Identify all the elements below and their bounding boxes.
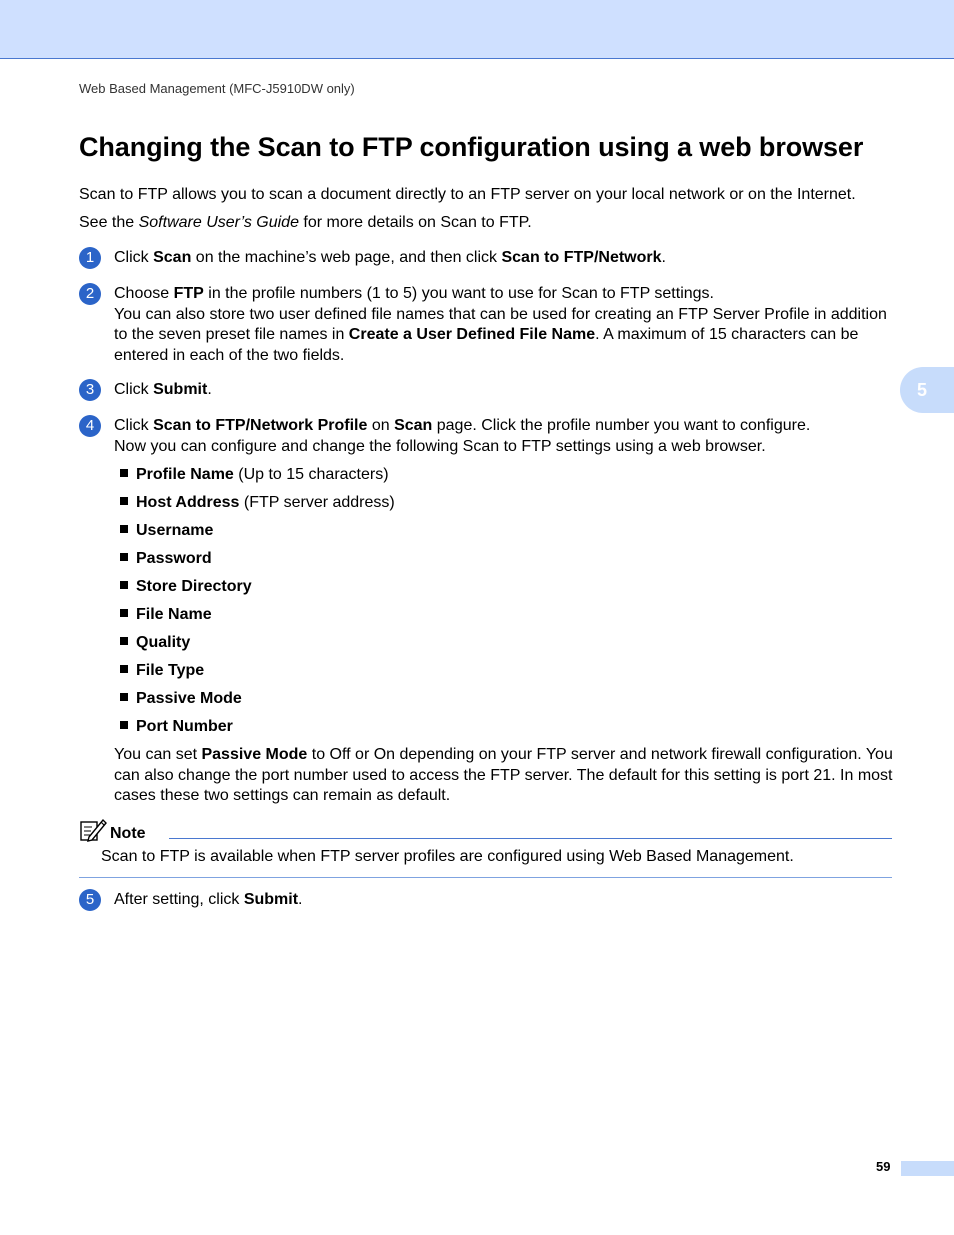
square-bullet-icon xyxy=(120,553,128,561)
step-4 xyxy=(79,415,894,457)
list-item: Port Number xyxy=(120,715,395,743)
step-2 xyxy=(79,283,894,366)
step-4-text: Click Scan to FTP/Network Profile on Scan page. Click the profile number you want to configure. Now you can configure and change the following Scan to FTP settings using a web browser. xyxy=(114,417,811,455)
intro-line-1: Scan to FTP allows you to scan a document directly to an FTP server on your local network or on the Internet. xyxy=(79,186,856,203)
note-rule-bottom xyxy=(79,877,892,878)
list-item: Profile Name (Up to 15 characters) xyxy=(120,463,395,491)
square-bullet-icon xyxy=(120,469,128,477)
page-number: 59 xyxy=(876,1159,891,1174)
footer-tab xyxy=(901,1161,954,1176)
submit-ref: Submit xyxy=(243,891,299,908)
chapter-tab: 5 xyxy=(900,367,954,413)
step-1 xyxy=(79,247,894,269)
step-1-text: Click Scan on the machine’s web page, and then click Scan to FTP/Network. xyxy=(114,249,666,266)
list-item: File Type xyxy=(120,659,395,687)
scan-to-ftp-network-profile-ref: Scan to FTP/Network Profile xyxy=(153,417,368,434)
passive-mode-ref: Passive Mode xyxy=(201,746,308,763)
list-item: Passive Mode xyxy=(120,687,395,715)
list-item: Password xyxy=(120,547,395,575)
square-bullet-icon xyxy=(120,637,128,645)
note-text: Scan to FTP is available when FTP server profiles are configured using Web Based Management. xyxy=(101,848,794,865)
intro-paragraph-1 xyxy=(79,184,899,205)
list-item: Quality xyxy=(120,631,395,659)
note-box xyxy=(79,816,892,878)
step-number-badge: 2 xyxy=(79,283,101,305)
list-item: Store Directory xyxy=(120,575,395,603)
step-number-badge: 3 xyxy=(79,379,101,401)
step-5 xyxy=(79,889,894,911)
header-band xyxy=(0,0,954,59)
list-item: File Name xyxy=(120,603,395,631)
page-title: Changing the Scan to FTP configuration using a web browser xyxy=(79,132,864,162)
list-item: Host Address (FTP server address) xyxy=(120,491,395,519)
note-pen-icon xyxy=(79,817,107,843)
list-item: Username xyxy=(120,519,395,547)
step-2-text: Choose FTP in the profile numbers (1 to 5) you want to use for Scan to FTP settings. You can also store two user defined file names that can be used for creating an FTP Server Profile in addition to the seven preset file names in Create a User Defined File Name. A maximum of 15 characters can be entered in each of the two fields. xyxy=(114,285,887,364)
intro-line-2-pre: See the xyxy=(79,214,139,231)
step-number-badge: 1 xyxy=(79,247,101,269)
scan-ref: Scan xyxy=(394,417,433,434)
software-users-guide-ref: Software User’s Guide xyxy=(138,214,299,231)
create-user-defined-file-name-ref: Create a User Defined File Name xyxy=(348,326,596,343)
square-bullet-icon xyxy=(120,581,128,589)
step-number-badge: 5 xyxy=(79,889,101,911)
settings-list xyxy=(120,463,395,743)
intro-paragraph-2 xyxy=(79,212,899,233)
step-3-text: Click Submit. xyxy=(114,381,212,398)
ftp-ref: FTP xyxy=(173,285,204,302)
running-header: Web Based Management (MFC-J5910DW only) xyxy=(79,81,355,96)
square-bullet-icon xyxy=(120,497,128,505)
intro-line-2-post: for more details on Scan to FTP. xyxy=(298,214,532,231)
square-bullet-icon xyxy=(120,609,128,617)
scan-to-ftp-network-ref: Scan to FTP/Network xyxy=(501,249,662,266)
note-rule-top xyxy=(169,838,892,839)
square-bullet-icon xyxy=(120,721,128,729)
step-5-text: After setting, click Submit. xyxy=(114,891,303,908)
step-3 xyxy=(79,379,894,401)
submit-ref: Submit xyxy=(153,381,208,398)
passive-mode-paragraph: You can set Passive Mode to Off or On depending on your FTP server and network firewall configuration. You can also change the port number used to access the FTP server. The default for this setting is port 21. In most cases these two settings can remain as default. xyxy=(114,746,893,804)
step-number-badge: 4 xyxy=(79,415,101,437)
square-bullet-icon xyxy=(120,525,128,533)
square-bullet-icon xyxy=(120,665,128,673)
scan-ref: Scan xyxy=(153,249,192,266)
note-label: Note xyxy=(110,825,146,842)
square-bullet-icon xyxy=(120,693,128,701)
